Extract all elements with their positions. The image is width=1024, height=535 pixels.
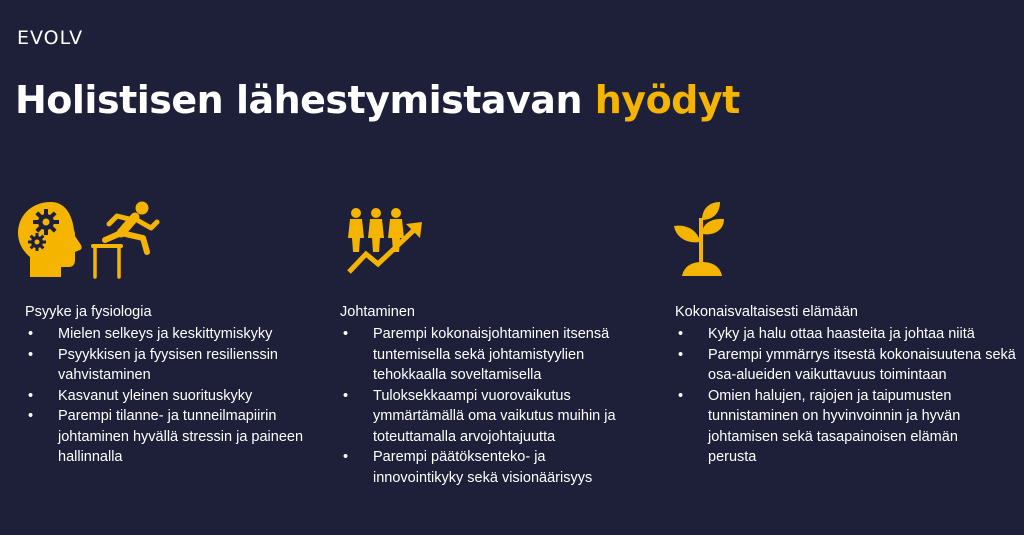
benefit-list (675, 324, 1020, 468)
list-item: • Parempi kokonaisjohtaminen itsensä tuntemisella sekä johtamistyylien tehokkaalla soveltamisella (340, 324, 645, 386)
list-item: • Psyykkisen ja fyysisen resilienssin vahvistaminen (25, 345, 325, 386)
title-main: Holistisen lähestymistavan (15, 78, 583, 122)
sprout-icon (672, 200, 734, 280)
column-heading: Psyyke ja fysiologia (25, 304, 152, 320)
list-item: • Parempi päätöksenteko- ja innovointikyky sekä visionäärisyys (340, 447, 645, 488)
list-item: • Omien halujen, rajojen ja taipumusten tunnistaminen on hyvinvoinnin ja hyvän johtamisen sekä tasapainoisen elämän perusta (675, 386, 1020, 468)
benefit-list (25, 324, 325, 468)
list-item: • Kyky ja halu ottaa haasteita ja johtaa niitä (675, 324, 1020, 345)
hurdle-runner-icon (93, 202, 157, 278)
page-title (15, 78, 740, 122)
column-icons (346, 206, 426, 276)
column-icons (17, 200, 167, 280)
benefit-list (340, 324, 645, 488)
column-heading: Kokonaisvaltaisesti elämään (675, 304, 858, 320)
list-item: • Parempi ymmärrys itsestä kokonaisuutena sekä osa-alueiden vaikuttavuus toimintaan (675, 345, 1020, 386)
brand-logo: EVOLV (17, 27, 84, 49)
list-item: • Kasvanut yleinen suorituskyky (25, 386, 325, 407)
list-item: • Mielen selkeys ja keskittymiskyky (25, 324, 325, 345)
head-gears-icon (18, 202, 82, 277)
column-heading: Johtaminen (340, 304, 415, 320)
list-item: • Tuloksekkaampi vuorovaikutus ymmärtämällä oma vaikutus muihin ja toteuttamalla arvojohtajuutta (340, 386, 645, 448)
list-item: • Parempi tilanne- ja tunneilmapiirin johtaminen hyvällä stressin ja paineen hallinnalla (25, 406, 325, 468)
column-icons (672, 200, 734, 280)
title-accent: hyödyt (594, 78, 740, 122)
team-growth-icon (346, 206, 426, 276)
